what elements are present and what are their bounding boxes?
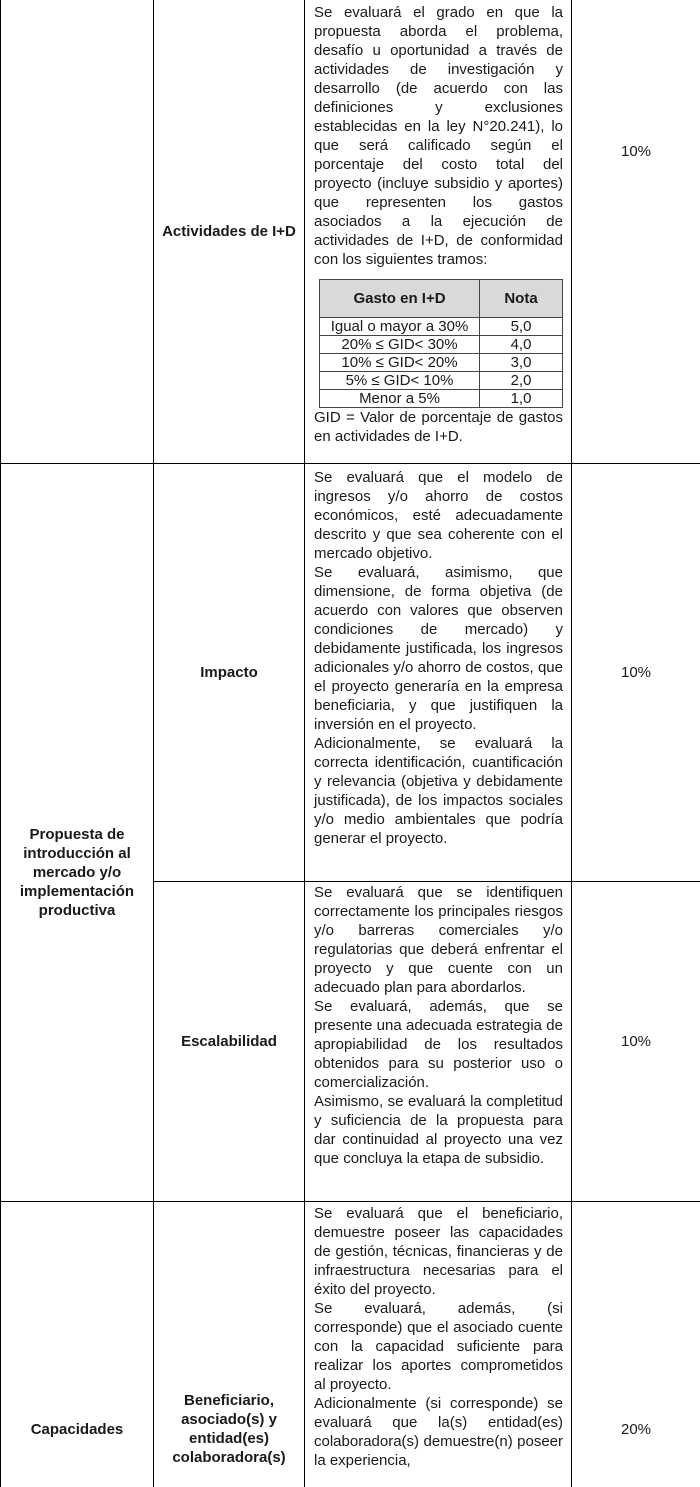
weight-cell [571,1201,700,1487]
subcriterion-cell [153,463,305,882]
table-row [320,354,563,372]
weight-value: 10% [620,1033,652,1050]
subcriterion-label: Beneficiario, asociado(s) y entidad(es) colaboradora(s) [172,1392,286,1466]
criterion-cell [0,463,154,1202]
table-cell-range: 20% ≤ GID< 30% [320,336,480,354]
subcriterion-cell [153,881,305,1202]
description-paragraph: Asimismo, se evaluará la completitud y suficiencia de la propuesta para dar continuidad al proyecto una vez que concluya la etapa de subsidio. [314,1093,563,1167]
table-row [320,390,563,408]
subcriterion-label: Impacto [200,664,258,681]
description-paragraph: Se evaluará que el modelo de ingresos y/o ahorro de costos económicos, esté adecuadamente descrito y que sea coherente con el mercado objetivo. [314,469,563,562]
subcriterion-cell [153,0,305,464]
subcriterion-cell [153,1201,305,1487]
table-row [320,318,563,336]
subcriterion-label: Escalabilidad [181,1033,277,1050]
criterion-cell [0,1201,154,1487]
description-cell [304,1201,572,1487]
description-paragraph: Se evaluará el grado en que la propuesta aborda el problema, desafío u oportunidad a través de actividades de investigación y desarrollo (de acuerdo con las definiciones y exclusiones establecidas en la ley N°20.241), lo que será calificado según el porcentaje del costo total del proyecto (incluye subsidio y aportes) que representen los gastos asociados a la ejecución de actividades de I+D, de conformidad con los siguientes tramos: [314,4,563,268]
criterion-cell-empty [0,0,154,464]
description-paragraph: Se evaluará que el beneficiario, demuestre poseer las capacidades de gestión, técnicas, financieras y de infraestructura necesarias para el éxito del proyecto. [314,1205,563,1298]
description-paragraph: Adicionalmente, se evaluará la correcta identificación, cuantificación y relevancia (objetiva y debidamente justificada), de los impactos sociales y/o medio ambientales que podría generar el proyecto. [314,735,563,847]
table-cell-range: 10% ≤ GID< 20% [320,354,480,372]
subcriterion-label: Actividades de I+D [162,223,296,240]
table-cell-range: 5% ≤ GID< 10% [320,372,480,390]
table-row [320,372,563,390]
weight-cell [571,463,700,882]
weight-cell [571,881,700,1202]
description-paragraph: Se evaluará, asimismo, que dimensione, de forma objetiva (de acuerdo con valores que observen condiciones de mercado) y debidamente justificada, los ingresos adicionales y/o ahorro de costos, que el proyecto generaría en la empresa beneficiaria, y que justifiquen la inversión en el proyecto. [314,564,563,733]
table-header-nota: Nota [480,280,563,318]
gid-score-table [319,279,563,408]
criterion-label: Capacidades [30,1420,124,1438]
table-header-gasto: Gasto en I+D [320,280,480,318]
table-row [320,336,563,354]
table-cell-score: 1,0 [480,390,563,408]
weight-value: 20% [620,1420,652,1438]
weight-value: 10% [620,664,652,681]
table-cell-score: 3,0 [480,354,563,372]
table-cell-score: 4,0 [480,336,563,354]
table-cell-score: 2,0 [480,372,563,390]
description-paragraph: Se evaluará, además, que se presente una adecuada estrategia de apropiabilidad de los resultados obtenidos para su posterior uso o comercialización. [314,998,563,1091]
description-paragraph: Se evaluará que se identifiquen correctamente los principales riesgos y/o barreras comerciales y/o regulatorias que deberá enfrentar el proyecto y que cuente con un adecuado plan para abordarlos. [314,884,563,996]
description-paragraph: Adicionalmente (si corresponde) se evaluará que la(s) entidad(es) colaboradora(s) demuestre(n) poseer la experiencia, [314,1395,563,1469]
description-cell [304,463,572,882]
gid-footnote: GID = Valor de porcentaje de gastos en actividades de I+D. [314,409,563,445]
description-cell [304,0,572,464]
description-cell [304,881,572,1202]
table-cell-range: Igual o mayor a 30% [320,318,480,336]
table-cell-range: Menor a 5% [320,390,480,408]
weight-cell [571,0,700,464]
weight-value: 10% [620,143,652,160]
description-paragraph: Se evaluará, además, (si corresponde) que el asociado cuente con la capacidad suficiente para realizar los aportes comprometidos al proyecto. [314,1300,563,1393]
table-cell-score: 5,0 [480,318,563,336]
criterion-label: Propuesta de introducción al mercado y/o implementación productiva [19,826,135,919]
